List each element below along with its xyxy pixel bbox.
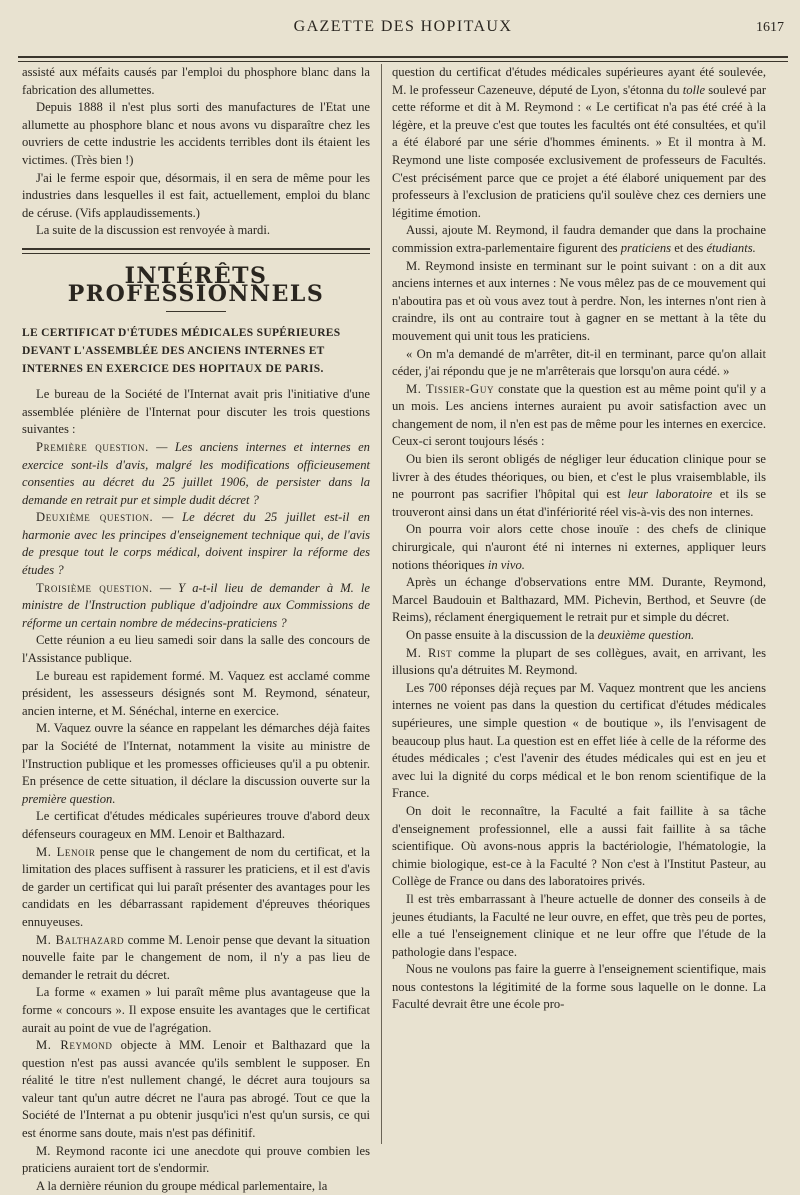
paragraph: M. Vaquez ouvre la séance en rappelant les démarches déjà faites par la Société de l'Internat, notamment la visite au ministre de l'Instruction publique et les promesses officieuses qu'il a pu obtenir. En présence de cette situation, il déclare la discussion ouverte sur la première question. [22,721,370,806]
article-heading: LE CERTIFICAT D'ÉTUDES MÉDICALES SUPÉRIEURES DEVANT L'ASSEMBLÉE DES ANCIENS INTERNES ET INTERNES EN EXERCICE DES HOPITAUX DE PARIS. [22,327,341,376]
question-text: — Le décret du 25 juillet est-il en harmonie avec les principes d'enseignement technique qui, de l'avis de presque tout le corps médical, doivent inspirer la réforme des études ? [22,510,370,578]
left-column [22,64,370,1195]
question-label: Deuxième question. [36,510,154,525]
section-title: INTÉRÊTS PROFESSIONNELS [67,262,325,307]
paragraph: M. Reymond objecte à MM. Lenoir et Balthazard que la question n'est pas aussi avancée qu'ils semblent le supposer. En réalité le titre n'est nullement changé, le décret aura toujours sa valeur tant qu'un autre décret ne l'aura pas abrogé. Tout ce que la Société de l'Internat a pu obtenir jusqu'ici n'est qu'un sursis, ce qui est énorme sans doute, mais n'est pas définitif. [22,1038,370,1141]
running-header [18,18,788,58]
paragraph: Les 700 réponses déjà reçues par M. Vaquez montrent que les anciens internes ne voient pas dans la question du certificat d'études médicales supérieures, une simple question « de boutique », ils l'envisagent de beaucoup plus haut. La question est en effet liée à celle de la réforme des études médicales ; c'est l'avenir des études médicales qui est en jeu et avec lui la dignité du corps médical et le bon renom scientifique de la France. [392,680,766,801]
question-3 [22,580,370,633]
question-text: — Les anciens internes et internes en exercice sont-ils d'avis, malgré les modifications officieusement consenties au décret du 25 juillet 1906, de persister dans la demande en retrait pur et simple dudit décret ? [22,439,370,507]
paragraph: « On m'a demandé de m'arrêter, dit-il en terminant, parce qu'on allait céder, j'ai répondu que je ne m'arrêterais que lorsqu'on aura cédé. » [392,346,766,379]
paragraph: Depuis 1888 il n'est plus sorti des manufactures de l'Etat une allumette au phosphore blanc et nous avons vu disparaître chez les ouvriers de cette industrie les accidents terribles dont ils étaient les victimes. (Très bien !) [22,100,370,167]
paragraph: On doit le reconnaître, la Faculté a fait faillite à sa tâche d'enseignement professionnel, elle a aussi fait faillite à sa tâche scientifique. Où avons-nous appris la bactériologie, l'hématologie, la chimie biologique, est-ce à la Faculté ? Non c'est à l'Institut Pasteur, au Collège de France ou dans des laboratoires privés. [392,803,766,889]
paragraph: La forme « examen » lui paraît même plus avantageuse que la forme « concours ». Il expose ensuite les avantages que le certificat aurait au point de vue de l'agrégation. [22,985,370,1035]
speaker-name: M. Balthazard [36,932,125,947]
speaker-name: M. Reymond [36,1038,113,1053]
paragraph: M. Rist comme la plupart de ses collègues, avait, en arrivant, les illusions qu'a détruites M. Reymond. [392,645,766,678]
question-1 [22,439,370,509]
question-text: — Y a-t-il lieu de demander à M. le ministre de l'Instruction publique d'adjoindre aux Commissions de réforme un certain nombre de médecins-praticiens ? [22,580,370,630]
speaker-name: M. Rist [406,645,453,660]
paragraph: Cette réunion a eu lieu samedi soir dans la salle des concours de l'Assistance publique. [22,633,370,666]
right-column [392,64,766,1014]
question-label: Première question. [36,439,149,454]
paragraph: question du certificat d'études médicales supérieures ayant été soulevée, M. le professeur Cazeneuve, député de Lyon, s'étonna du tolle soulevé par cette réforme et dit à M. Reymond : « Le certificat n'a pas été créé à la légère, et la preuve c'est que toutes les facultés ont été consultées, et qu'il a été élaboré par une série d'hommes éminents. » Et il montra à M. Reymond une liste composée exclusivement de professeurs de Facultés. C'est précisément parce que ce projet a été élaboré uniquement par des professeurs à l'exclusion de praticiens qu'il soulève chez ces derniers une légitime émotion. [392,65,767,220]
journal-title: GAZETTE DES HOPITAUX [293,18,513,35]
paragraph: M. Tissier-Guy constate que la question est au même point qu'il y a un mois. Les anciens internes auraient pu avoir satisfaction avec un changement de nom, il n'en est pas de même pour les internes en exercice. Ceux-ci seront toujours lésés : [392,381,766,449]
paragraph: Ou bien ils seront obligés de négliger leur éducation clinique pour se livrer à des études théoriques, ou bien, et c'est le plus vraisemblable, ils ne pourront pas sacrifier l'hôpital qui est leur laboratoire et ils se trouveront ainsi dans un état d'infériorité réel vis-à-vis des non internes. [392,452,767,519]
paragraph: M. Lenoir pense que le changement de nom du certificat, et la limitation des places suffisent à rassurer les praticiens, et il est d'avis de garder un certificat qui lui paraît présenter des avantages pour les candidats en les débarrassant rapidement d'épreuves théoriques ennuyeuses. [22,844,370,929]
paragraph: Il est très embarrassant à l'heure actuelle de donner des conseils à de jeunes étudiants, la Faculté ne leur ouvre, en effet, que très peu de portes, elle a tué l'enseignement clinique et ne leur offre que l'étude de la pathologie dans l'espace. [392,891,766,959]
paragraph: M. Balthazard comme M. Lenoir pense que devant la situation nouvelle faite par le changement de nom, il n'y a pas lieu de demander le retrait du décret. [22,932,370,982]
paragraph: M. Reymond insiste en terminant sur le point suivant : on a dit aux anciens internes et aux internes : Ne vous mêlez pas de ce mouvement qui n'aboutira pas et où vous avez tout à perdre. Non, les internes n'ont rien à craindre, ils ont au contraire tout à gagner en se mettant à la tête du mouvement qui unit tous les praticiens. [392,258,766,343]
paragraph: M. Reymond raconte ici une anecdote qui prouve combien les praticiens auraient tort de s'endormir. [22,1143,370,1176]
speaker-name: M. Tissier-Guy [406,381,495,396]
question-label: Troisième question. [36,580,153,595]
paragraph: Aussi, ajoute M. Reymond, il faudra demander que dans la prochaine commission extra-parlementaire figurent des praticiens et des étudiants. [392,223,766,255]
paragraph: Le bureau est rapidement formé. M. Vaquez est acclamé comme président, les assesseurs désignés sont M. Reymond, sénateur, ancien interne, et M. Sénéchal, interne en exercice. [22,668,370,718]
header-rule-thin [18,61,788,62]
paragraph: On pourra voir alors cette chose inouïe : des chefs de clinique chirurgicale, qui n'auront été ni internes ni externes, appliquer leurs notions théoriques in vivo. [392,522,766,572]
speaker-name: M. Lenoir [36,844,96,859]
header-rule [18,56,788,58]
section-rule [22,248,370,254]
paragraph: A la dernière réunion du groupe médical parlementaire, la [36,1178,328,1193]
paragraph: Le bureau de la Société de l'Internat avait pris l'initiative d'une assemblée plénière de l'Internat pour discuter les trois questions suivantes : [22,387,370,437]
paragraph: Nous ne voulons pas faire la guerre à l'enseignement scientifique, mais nous contestons la légitimité de la forme sous laquelle on le donne. La Faculté devrait être une école pro- [392,962,766,1012]
paragraph: La suite de la discussion est renvoyée à mardi. [36,223,270,238]
paragraph: On passe ensuite à la discussion de la deuxième question. [406,628,695,642]
paragraph: J'ai le ferme espoir que, désormais, il en sera de même pour les industries dans lesquelles il est fait, actuellement, emploi du blanc de céruse. (Vifs applaudissements.) [22,170,370,220]
page-number: 1617 [756,20,784,35]
paragraph: Le certificat d'études médicales supérieures trouve d'abord deux défenseurs courageux en MM. Lenoir et Balthazard. [22,809,370,841]
column-divider [381,64,382,1144]
paragraph: assisté aux méfaits causés par l'emploi du phosphore blanc dans la fabrication des allumettes. [22,65,370,97]
question-2 [22,509,370,579]
paragraph: Après un échange d'observations entre MM. Durante, Reymond, Marcel Baudouin et Balthazard, MM. Pichevin, Berthod, et Seuvre (de Reims), réclament énergiquement le retrait pur et simple du décret. [392,575,766,625]
title-underline [166,311,226,312]
